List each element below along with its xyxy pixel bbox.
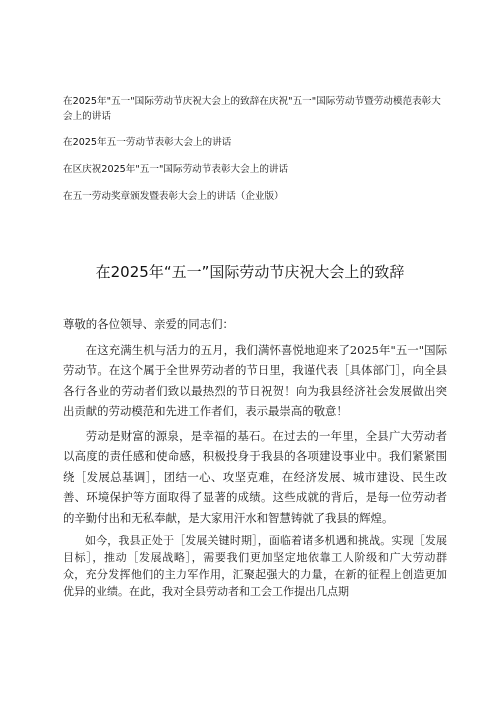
document-body	[63, 314, 447, 604]
toc-link[interactable]: 在2025年"五一"国际劳动节庆祝大会上的致辞在庆祝"五一"国际劳动节暨劳动模范表彰大会上的讲话	[63, 96, 441, 122]
paragraph: 劳动是财富的源泉，是幸福的基石。在过去的一年里，全县广大劳动者以高度的责任感和使命感，积极投身于我县的各项建设事业中。我们紧紧围绕［发展总基调］，团结一心、攻坚克难，在经济发展、城市建设、民生改善、环境保护等方面取得了显著的成绩。这些成就的背后，是每一位劳动者的辛勤付出和无私奉献，是大家用汗水和智慧铸就了我县的辉煌。	[63, 428, 447, 525]
table-of-contents	[63, 94, 443, 216]
toc-link[interactable]: 在2025年五一劳动节表彰大会上的讲话	[63, 137, 232, 148]
salutation: 尊敬的各位领导、亲爱的同志们：	[63, 317, 234, 331]
toc-link[interactable]: 在五一劳动奖章颁发暨表彰大会上的讲话（企业版）	[63, 191, 284, 202]
paragraph: 如今，我县正处于［发展关键时期］，面临着诸多机遇和挑战。实现［发展目标］，推动［发展战略］，需要我们更加坚定地依靠工人阶级和广大劳动群众，充分发挥他们的主力军作用，汇聚起强大的力量，在新的征程上创造更加优异的业绩。在此，我对全县劳动者和工会工作提出几点期	[63, 534, 447, 598]
toc-link[interactable]: 在区庆祝2025年"五一"国际劳动节表彰大会上的讲话	[63, 164, 289, 175]
paragraph: 在这充满生机与活力的五月，我们满怀喜悦地迎来了2025年"五一"国际劳动节。在这个属于全世界劳动者的节日里，我谨代表［具体部门］，向全县各行各业的劳动者们致以最热烈的节日祝贺！向为我县经济社会发展做出突出贡献的劳动模范和先进工作者们，表示最崇高的敬意！	[63, 342, 447, 418]
document-title: 在2025年“五一”国际劳动节庆祝大会上的致辞	[95, 263, 405, 281]
